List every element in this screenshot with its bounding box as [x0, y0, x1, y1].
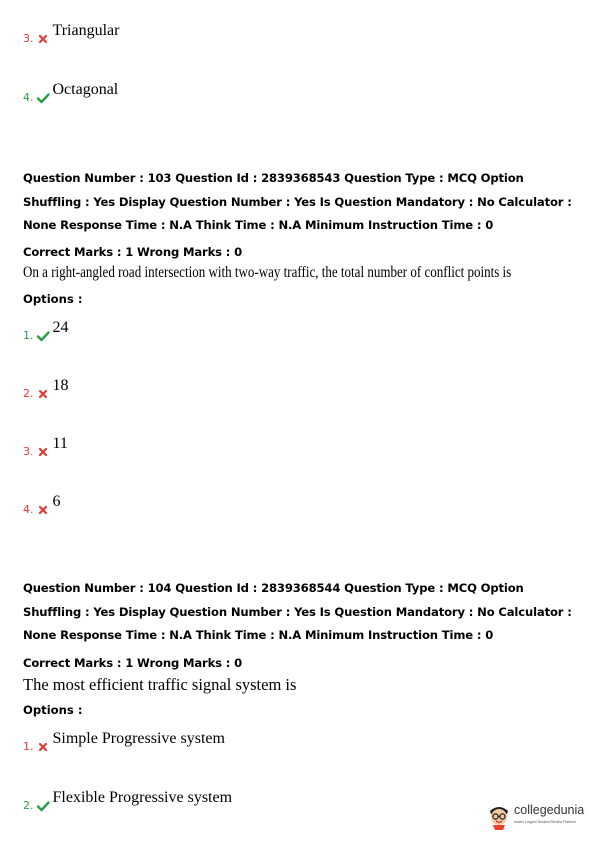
brand-tagline: India's Largest Student Review Platform	[514, 820, 577, 824]
q103-option-1	[23, 319, 69, 342]
question-103-marks: Correct Marks : 1 Wrong Marks : 0	[23, 245, 243, 259]
question-104-options-label: Options :	[23, 703, 83, 717]
option-number: 4.	[23, 91, 34, 104]
cross-icon	[36, 741, 50, 753]
option-text: Simple Progressive system	[52, 730, 225, 747]
option-text: Flexible Progressive system	[52, 789, 233, 806]
question-103-meta: Question Number : 103 Question Id : 2839368543 Question Type : MCQ Option Shuffling : Yes Display Question Number : Yes Is Question Mandatory : No Calculator : None Response Time : N.A Think Time : N.A Minimum Instruction Time : 0	[23, 171, 572, 232]
question-104-marks: Correct Marks : 1 Wrong Marks : 0	[23, 656, 243, 670]
option-number: 3.	[23, 32, 34, 45]
option-text: 11	[52, 435, 68, 452]
check-icon	[36, 330, 50, 342]
option-text: Triangular	[52, 22, 120, 39]
option-text: 6	[52, 493, 61, 510]
question-104-text: The most efficient traffic signal system is	[23, 675, 297, 694]
option-number: 3.	[23, 445, 34, 458]
option-text: 24	[52, 319, 69, 336]
option-number: 1.	[23, 740, 34, 753]
cross-icon	[36, 388, 50, 400]
q103-option-4	[23, 493, 61, 516]
option-prev-4	[23, 81, 119, 104]
option-text: 18	[52, 377, 69, 394]
option-text: Octagonal	[52, 81, 119, 98]
mascot-icon	[487, 802, 511, 830]
option-number: 2.	[23, 387, 34, 400]
check-icon	[36, 92, 50, 104]
cross-icon	[36, 33, 50, 45]
q104-option-2	[23, 789, 233, 812]
cross-icon	[36, 446, 50, 458]
option-number: 4.	[23, 503, 34, 516]
q103-option-2	[23, 377, 69, 400]
collegedunia-logo	[487, 800, 587, 832]
question-103-text: On a right-angled road intersection with two-way traffic, the total number of conflict points is	[23, 264, 512, 281]
question-103-options-label: Options :	[23, 292, 83, 306]
q104-option-1	[23, 730, 225, 753]
option-prev-3	[23, 22, 120, 45]
question-104-meta: Question Number : 104 Question Id : 2839368544 Question Type : MCQ Option Shuffling : Yes Display Question Number : Yes Is Question Mandatory : No Calculator : None Response Time : N.A Think Time : N.A Minimum Instruction Time : 0	[23, 581, 572, 642]
cross-icon	[36, 504, 50, 516]
q103-option-3	[23, 435, 68, 458]
option-number: 2.	[23, 799, 34, 812]
brand-name: collegedunia	[514, 803, 585, 817]
option-number: 1.	[23, 329, 34, 342]
check-icon	[36, 800, 50, 812]
